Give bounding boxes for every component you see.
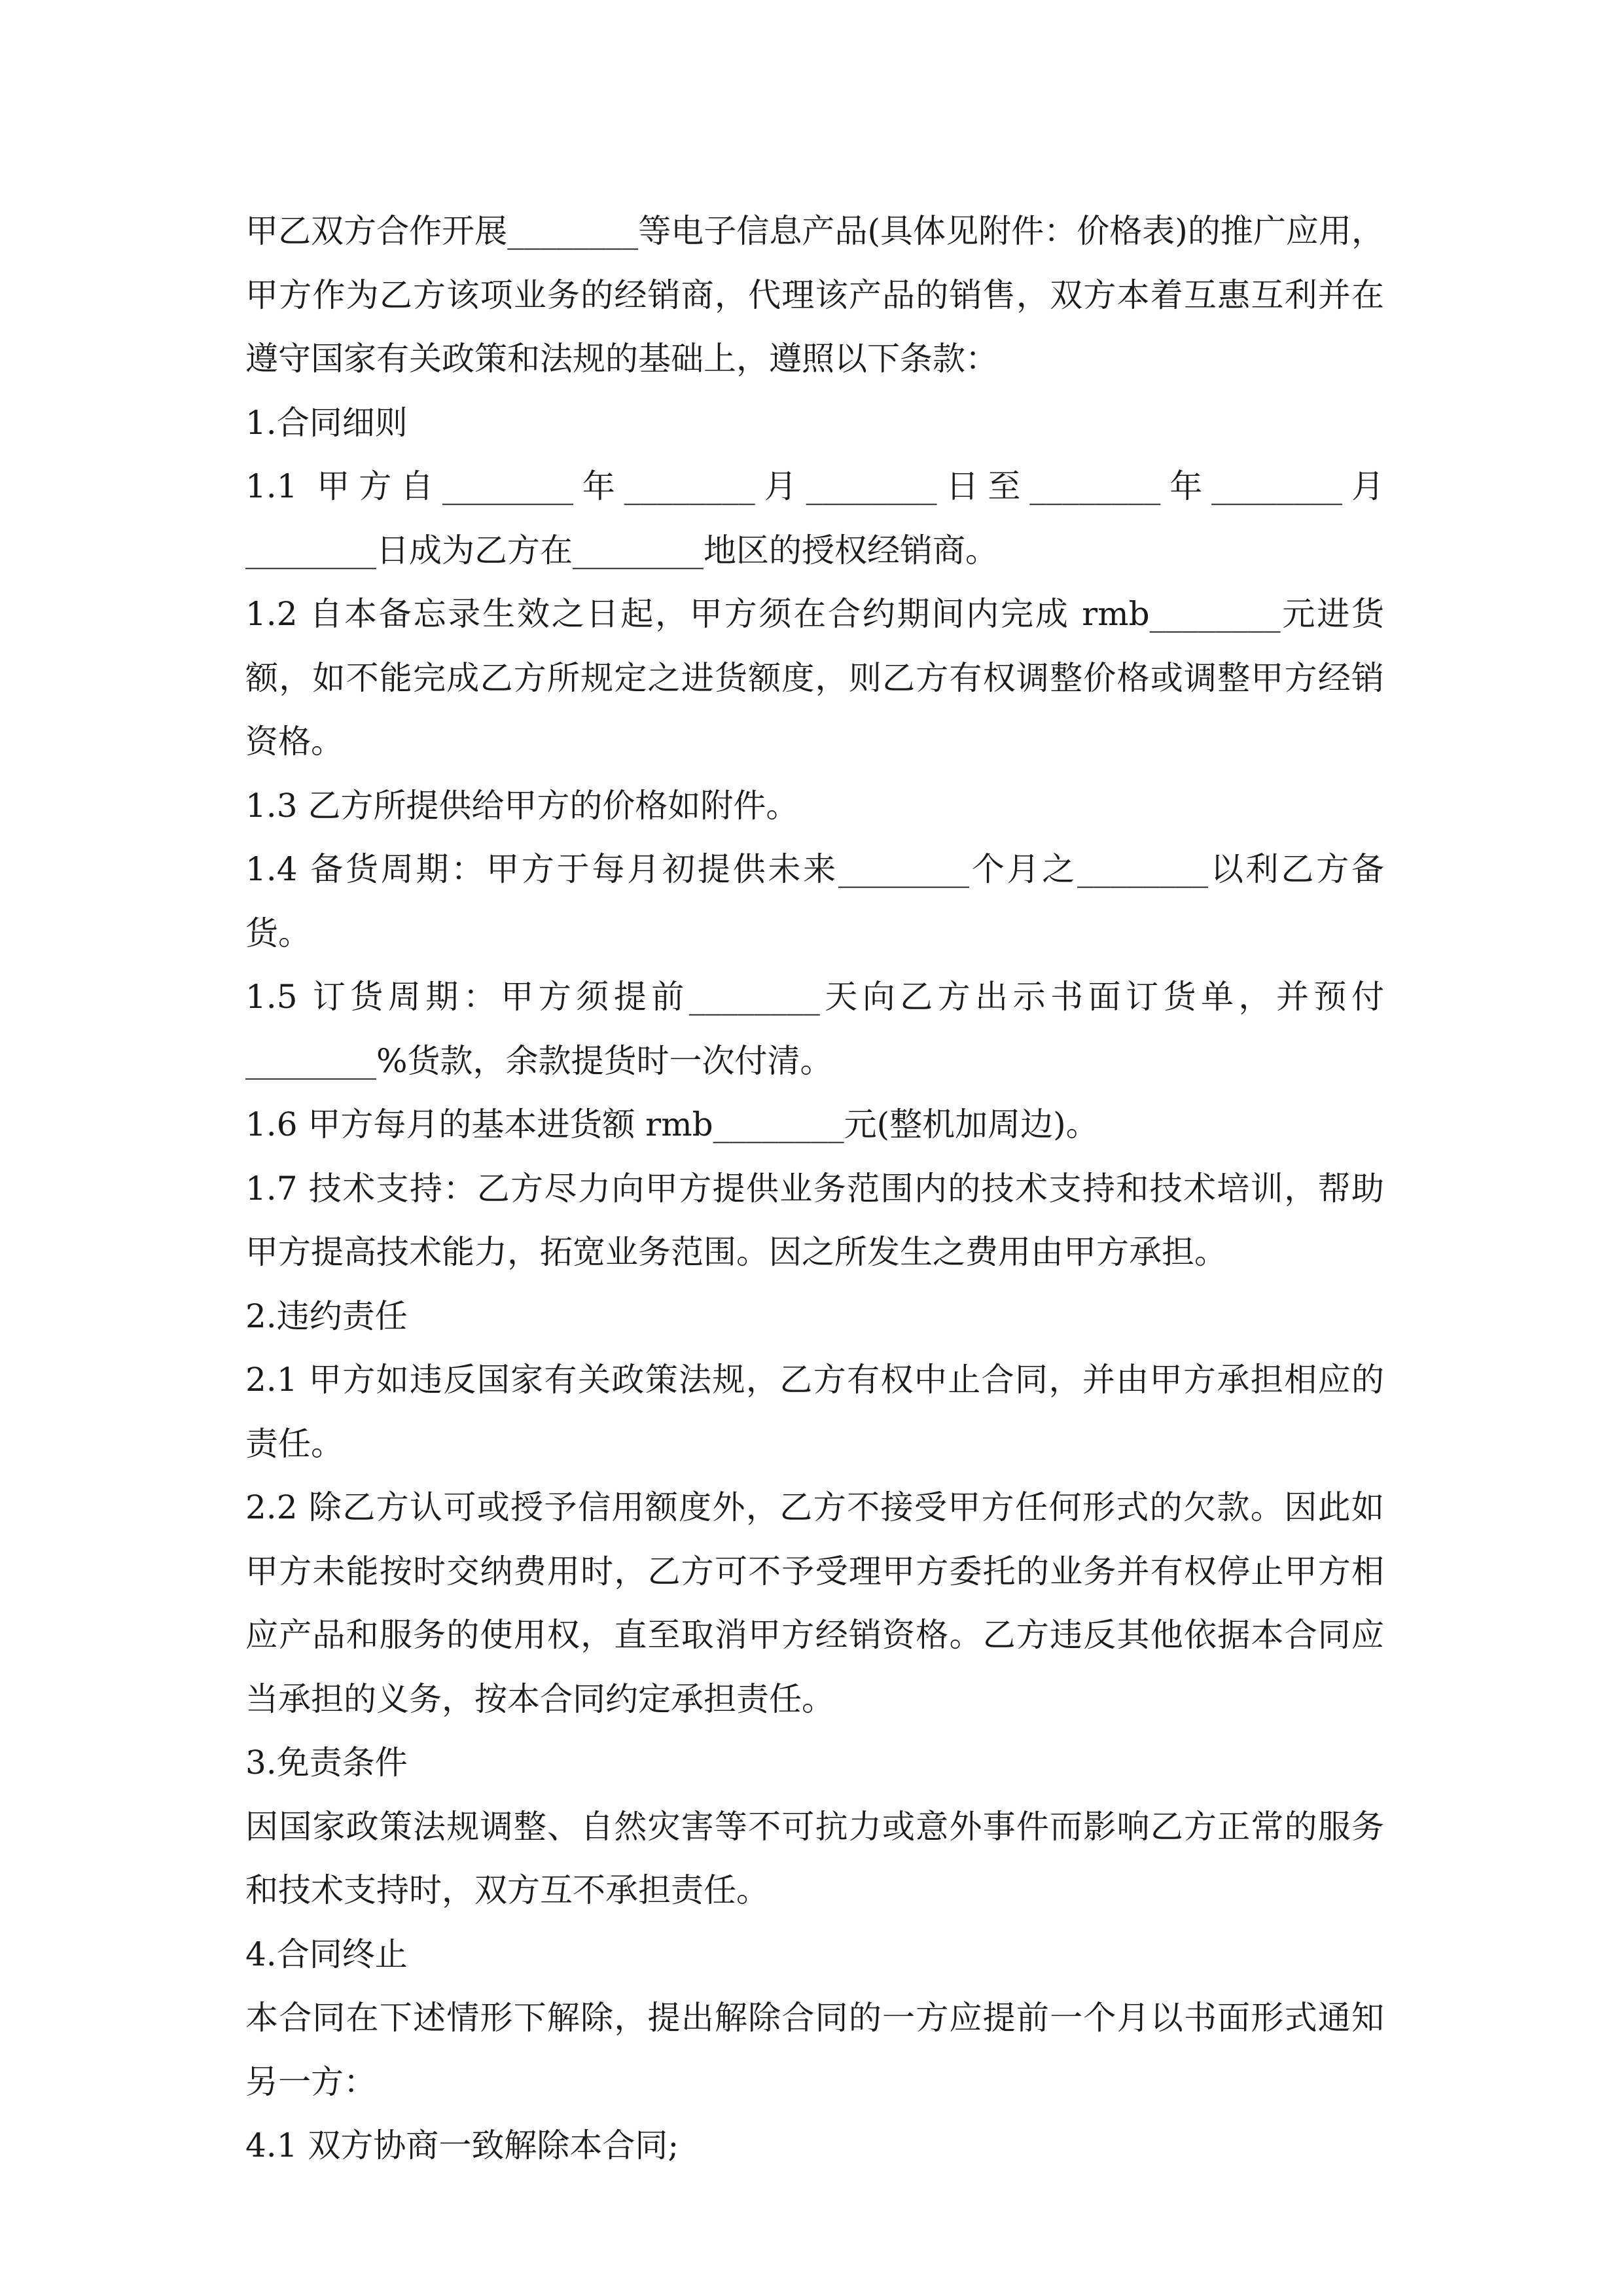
clause-1-4: 1.4 备货周期：甲方于每月初提供未来________个月之________以利乙方备货。 [245, 850, 1384, 952]
clause-1-5: 1.5 订货周期：甲方须提前________天向乙方出示书面订货单，并预付________%货款，余款提货时一次付清。 [245, 978, 1384, 1080]
section-1-heading: 1.合同细则 [245, 403, 408, 442]
section-4-heading: 4.合同终止 [245, 1935, 408, 1973]
clause-1-6: 1.6 甲方每月的基本进货额 rmb________元(整机加周边)。 [245, 1105, 1099, 1143]
clause-2-2: 2.2 除乙方认可或授予信用额度外，乙方不接受甲方任何形式的欠款。因此如甲方未能按时交纳费用时，乙方可不予受理甲方委托的业务并有权停止甲方相应产品和服务的使用权，直至取消甲方经销资格。乙方违反其他依据本合同应当承担的义务，按本合同约定承担责任。 [245, 1488, 1384, 1718]
section-4-body: 本合同在下述情形下解除，提出解除合同的一方应提前一个月以书面形式通知另一方： [245, 1999, 1384, 2101]
clause-2-1: 2.1 甲方如违反国家有关政策法规，乙方有权中止合同，并由甲方承担相应的责任。 [245, 1361, 1384, 1463]
intro-paragraph: 甲乙双方合作开展________等电子信息产品(具体见附件：价格表)的推广应用，甲方作为乙方该项业务的经销商，代理该产品的销售，双方本着互惠互利并在遵守国家有关政策和法规的基础上，遵照以下条款： [245, 212, 1384, 378]
clause-4-1: 4.1 双方协商一致解除本合同; [245, 2126, 679, 2164]
clause-1-7: 1.7 技术支持：乙方尽力向甲方提供业务范围内的技术支持和技术培训，帮助甲方提高技术能力，拓宽业务范围。因之所发生之费用由甲方承担。 [245, 1169, 1384, 1271]
clause-1-1: 1.1 甲方自________年________月________日至________年________月________日成为乙方在________地区的授权经销商。 [245, 467, 1384, 569]
clause-1-2: 1.2 自本备忘录生效之日起，甲方须在合约期间内完成 rmb________元进货额，如不能完成乙方所规定之进货额度，则乙方有权调整价格或调整甲方经销资格。 [245, 595, 1384, 761]
section-3-heading: 3.免责条件 [245, 1744, 408, 1782]
document-body [245, 200, 1384, 2178]
clause-1-3: 1.3 乙方所提供给甲方的价格如附件。 [245, 786, 799, 825]
section-2-heading: 2.违约责任 [245, 1297, 408, 1335]
section-3-body: 因国家政策法规调整、自然灾害等不可抗力或意外事件而影响乙方正常的服务和技术支持时，双方互不承担责任。 [245, 1807, 1384, 1909]
